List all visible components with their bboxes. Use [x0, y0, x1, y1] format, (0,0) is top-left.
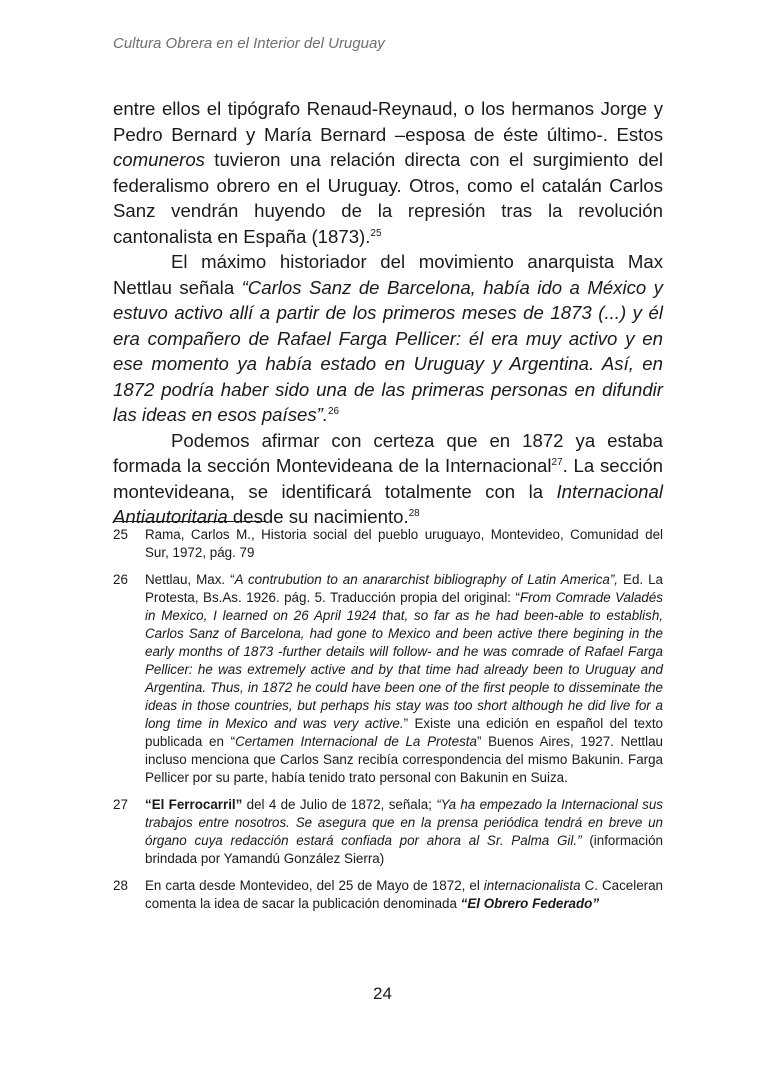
- emphasis: comuneros: [113, 149, 205, 170]
- emphasis: Certamen Internacional de La Protesta: [235, 734, 477, 749]
- page-number: 24: [373, 984, 392, 1003]
- text-span: entre ellos el tipógrafo Renaud-Reynaud, o los hermanos Jorge y Pedro Bernard y María Bernard –esposa de éste último-. Estos: [113, 98, 663, 145]
- text-span: Podemos afirmar con certeza que en 1872 ya estaba formada la sección Montevideana de la Internacional: [113, 429, 663, 476]
- footnote-text: Rama, Carlos M., Historia social del pueblo uruguayo, Montevideo, Comunidad del Sur, 1972, pág. 79: [145, 527, 663, 560]
- footnote-number: 27: [113, 797, 128, 812]
- footnote-number: 26: [113, 572, 128, 587]
- main-text: [113, 96, 663, 530]
- emphasis: internacionalista: [483, 878, 581, 893]
- footnote-text: [145, 796, 663, 868]
- footnote-ref-26[interactable]: 26: [327, 406, 340, 417]
- footnote-number: 25: [113, 527, 128, 542]
- text-span: ” Buenos Aires, 1927. Nettlau incluso menciona que Carlos Sanz recibía correspondencia del mismo Bakunin. Farga Pellicer por su parte, había tenido trato personal con Bakunin en Suiza.: [145, 734, 664, 785]
- footnote-text: [145, 877, 663, 913]
- text-span: Nettlau, Max. “: [145, 572, 235, 587]
- footnote-ref-27[interactable]: 27: [551, 457, 563, 468]
- emphasis: Internacional Antiautoritaria: [113, 480, 663, 527]
- footnote-number: 28: [113, 878, 128, 893]
- footnotes: [113, 526, 663, 922]
- text-span: . La sección montevideana, se identificará totalmente con la: [113, 455, 664, 502]
- footnote-28: [113, 877, 663, 913]
- paragraph-1: [113, 96, 663, 249]
- emphasis: A contrubution to an anararchist bibliography of Latin America”,: [234, 572, 619, 587]
- footnote-separator: [113, 521, 266, 522]
- text-span: desde su nacimiento.: [227, 506, 409, 527]
- text-span: En carta desde Montevideo, del 25 de Mayo de 1872, el: [145, 878, 484, 893]
- emphasis: From Comrade Valadés in Mexico, I learned on 26 April 1924 that, so far as he had been-able to establish, Carlos Sanz of Barcelona, had gone to Mexico and been active there begining in the early months of 1873 -further details will follow- and he was comrade of Rafael Farga Pellicer: he was extremely active and by that time had already been to Uruguay and Argentina. Thus, in 1872 he could have been one of the first people to disseminate the ideas in those countries, but perhaps his stay was too short although he did live for a long time in Mexico and was very active.: [145, 590, 664, 731]
- text-span: El máximo historiador del movimiento anarquista Max Nettlau señala: [113, 251, 663, 298]
- footnote-ref-25[interactable]: 25: [370, 227, 382, 239]
- quotation: “Carlos Sanz de Barcelona, había ido a México y estuvo activo allí a partir de los primeros meses de 1873 (...) y él era compañero de Rafael Farga Pellicer: él era muy activo y en ese momento ya había estado en Uruguay y Argentina. Así, en 1872 podría haber sido una de las primeras personas en difundir las ideas en esos países”.: [113, 276, 663, 425]
- running-header: Cultura Obrera en el Interior del Uruguay: [113, 35, 385, 52]
- text-span: tuvieron una relación directa con el surgimiento del federalismo obrero en el Uruguay. Otros, como el catalán Carlos Sanz vendrán huyendo de la represión tras la revolución cantonalista en España (1873).: [113, 149, 663, 247]
- text-span: ” Existe una edición en español del texto publicada en “: [145, 716, 663, 749]
- bold-title: “El Ferrocarril”: [145, 797, 243, 812]
- text-span: C. Caceleran comenta la idea de sacar la publicación denominada: [145, 878, 664, 911]
- text-span: Ed. La Protesta, Bs.As. 1926. pág. 5. Traducción propia del original: “: [145, 572, 663, 605]
- text-span: del 4 de Julio de 1872, señala;: [242, 797, 437, 812]
- text-span: (información brindada por Yamandú González Sierra): [145, 833, 663, 866]
- footnote-27: [113, 796, 663, 868]
- footnote-25: [113, 526, 663, 562]
- emphasis: “Ya ha empezado la Internacional sus trabajos entre nosotros. Se asegura que en la prensa periódica tendrá en breve un órgano cuya redacción estará confiada por ahora al Sr. Palma Gil.”: [145, 797, 663, 848]
- footnote-26: [113, 571, 663, 787]
- paragraph-2: [113, 249, 663, 428]
- bold-italic-title: “El Obrero Federado”: [460, 896, 600, 911]
- paragraph-3: [113, 428, 663, 530]
- footnote-text: [145, 571, 663, 787]
- footnote-ref-28[interactable]: 28: [408, 508, 420, 519]
